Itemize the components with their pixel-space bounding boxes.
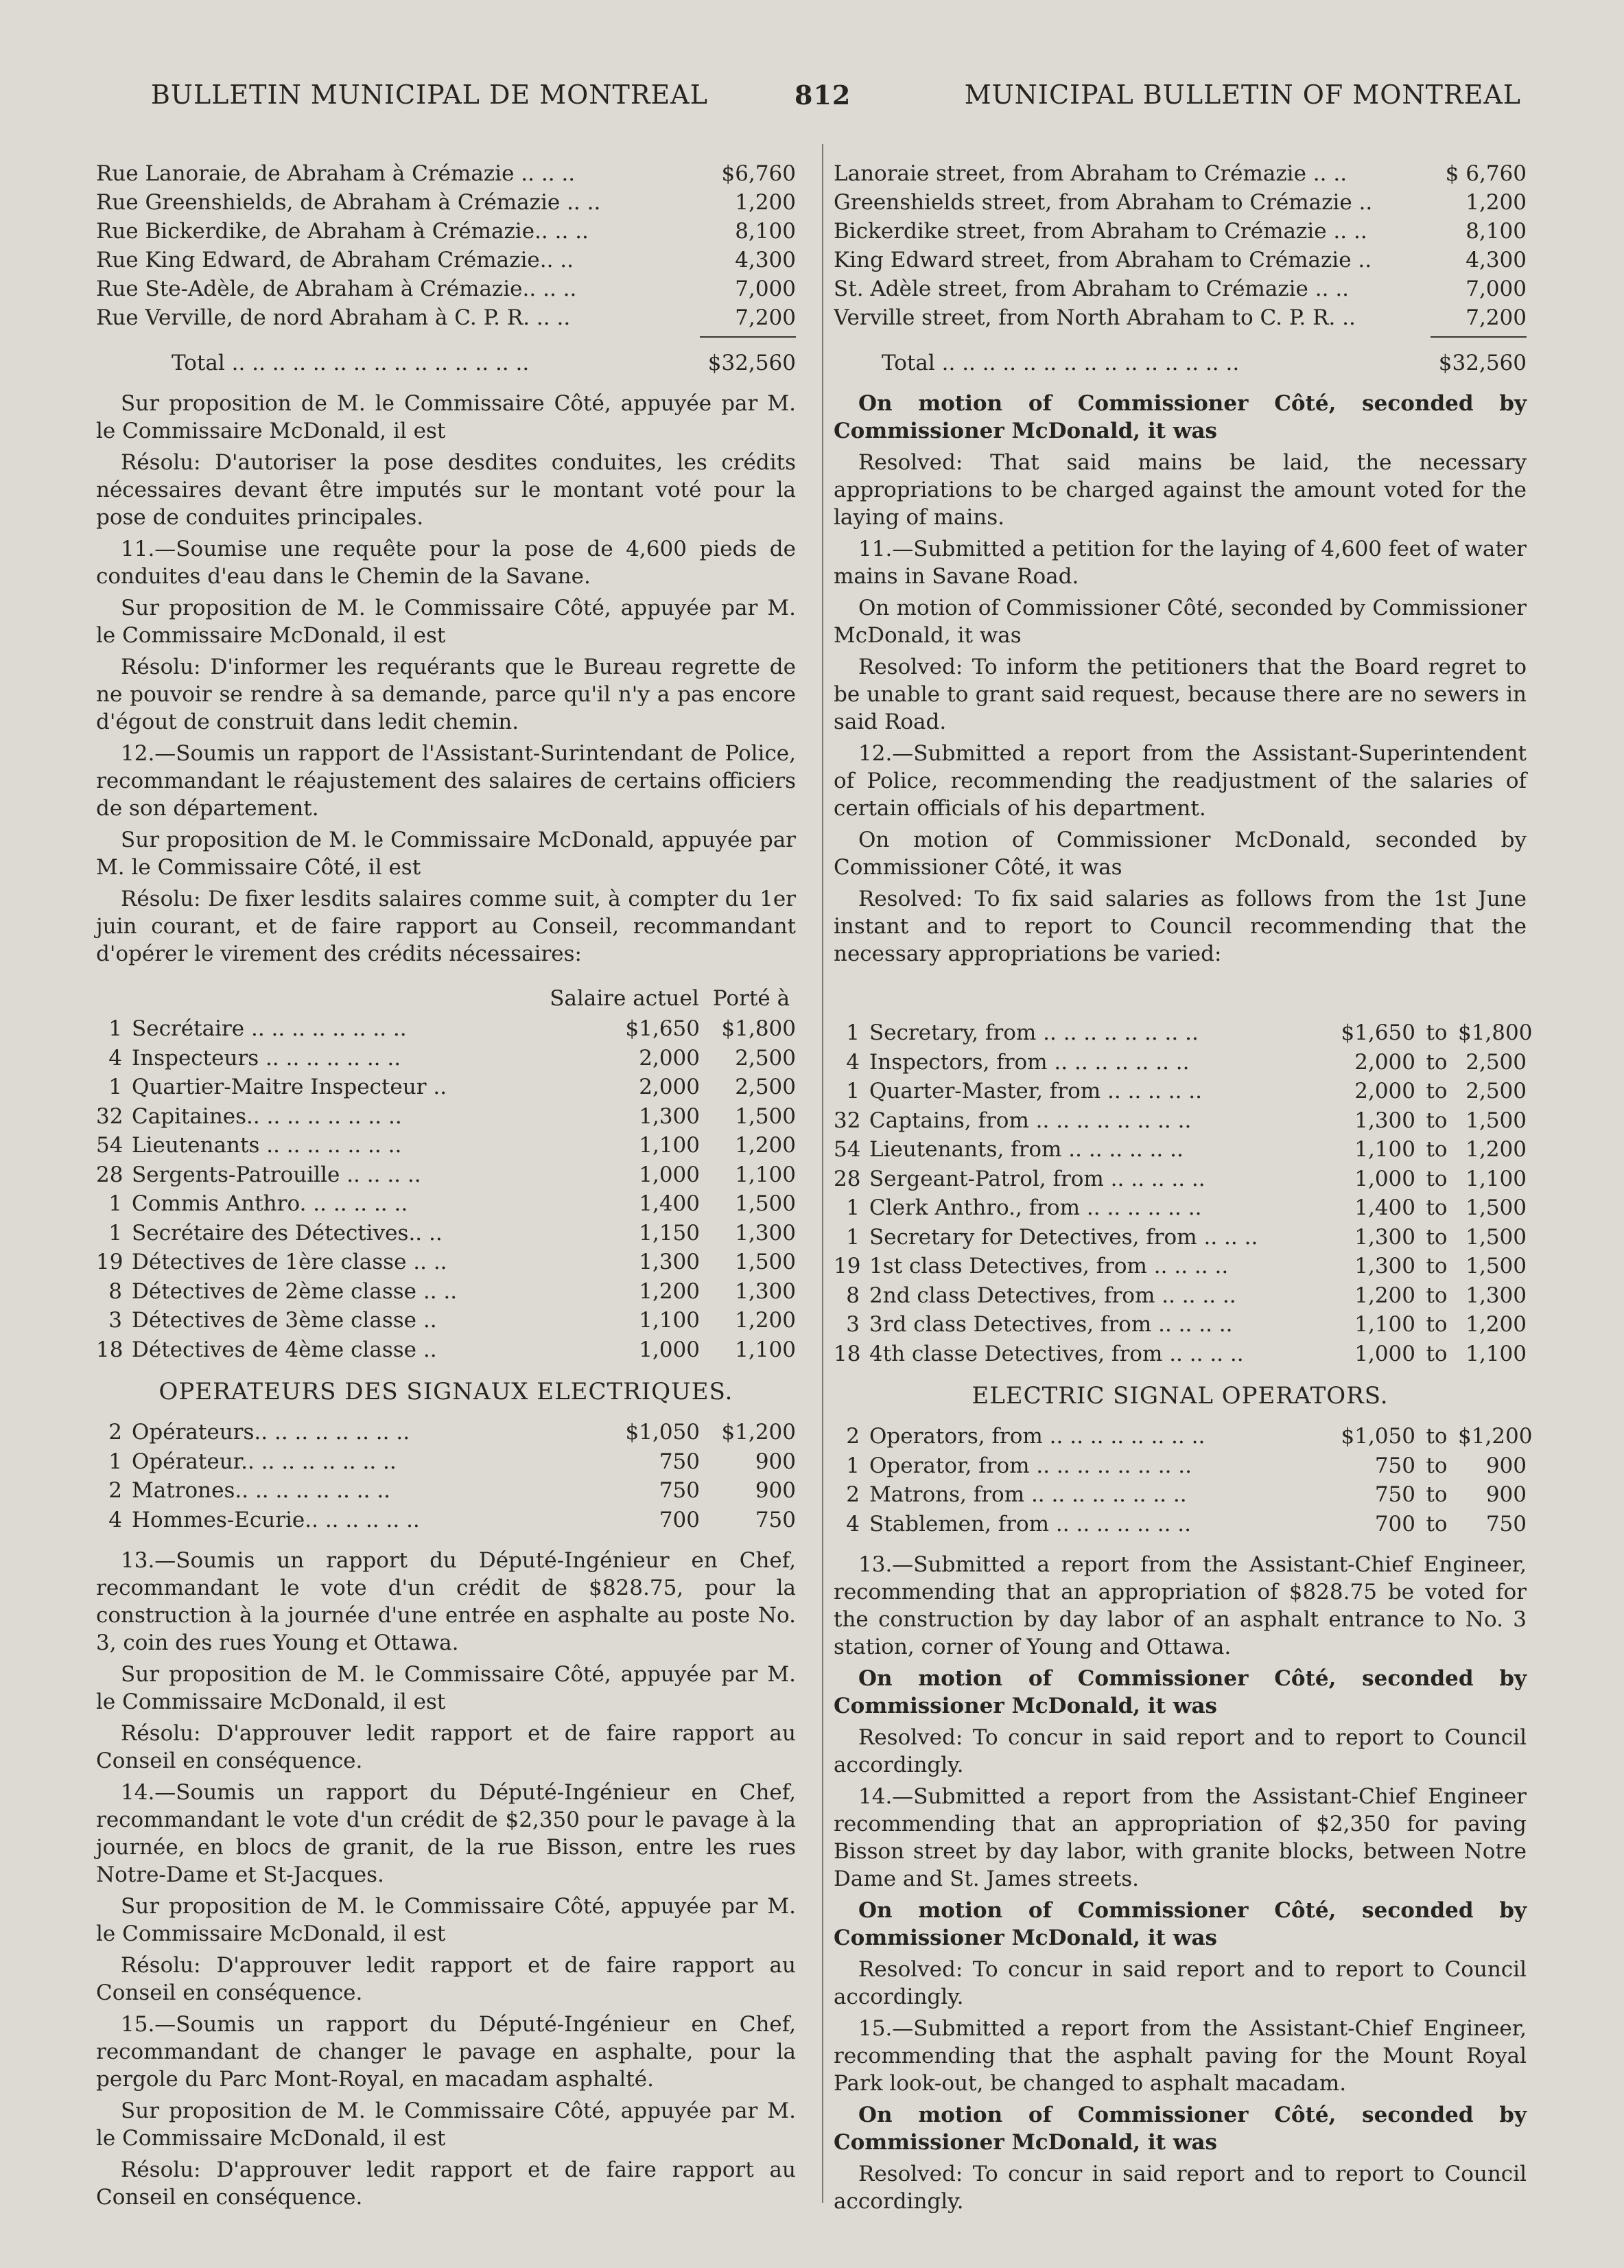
table-row: 1 Secretary, from .. .. .. .. .. .. .. .. $1,650 to $1,800 (846, 1020, 1533, 1045)
paragraph: Resolved: That said mains be laid, the necessary appropriations to be charged against the amount voted for the laying of mains. (834, 450, 1527, 530)
table-row: 1 Secrétaire .. .. .. .. .. .. .. .. $1,650 $1,800 (108, 1016, 796, 1041)
paragraph: On motion of Commissioner Côté, seconded by Commissioner McDonald, it was (834, 1898, 1527, 1950)
table-row: 2 Opérateurs.. .. .. .. .. .. .. .. $1,050 $1,200 (108, 1420, 796, 1445)
list-item: Lanoraie street, from Abraham to Crémazie .. .. $ 6,760 (834, 161, 1527, 186)
paragraph: 14.—Soumis un rapport du Député-Ingénieur en Chef, recommandant le vote d'un crédit de $2,350 pour le pavage à la journée, en blocs de granit, de la rue Bisson, entre les rues Notre-Dame et St-Jacques. (96, 1780, 796, 1887)
paragraph: On motion of Commissioner McDonald, seconded by Commissioner Côté, it was (834, 828, 1527, 880)
paragraph: 11.—Submitted a petition for the laying of 4,600 feet of water mains in Savane Road. (834, 537, 1527, 589)
salary-table-header: Salaire actuel Porté à (550, 986, 790, 1011)
list-item: St. Adèle street, from Abraham to Crémazie .. .. 7,000 (834, 277, 1527, 301)
paragraph: Resolved: To concur in said report and to report to Council accordingly. (834, 2162, 1527, 2214)
table-row: 4 Hommes-Ecurie.. .. .. .. .. .. 700 750 (108, 1507, 796, 1532)
table-row: 18 4th classe Detectives, from .. .. .. .. 1,000 to 1,100 (834, 1341, 1527, 1366)
table-row: 1 Operator, from .. .. .. .. .. .. .. .. 750 to 900 (846, 1453, 1527, 1478)
total-rule (1431, 336, 1527, 338)
paragraph: 14.—Submitted a report from the Assistant-Chief Engineer recommending that an appropriation of $2,350 for paving Bisson street by day labor, with granite blocks, between Notre Dame and St. James streets. (834, 1784, 1527, 1891)
paragraph: 12.—Submitted a report from the Assistant-Superintendent of Police, recommending the readjustment of the salaries of certain officials of his department. (834, 741, 1527, 821)
table-row: 8 Détectives de 2ème classe .. .. 1,200 1,300 (108, 1278, 796, 1304)
salary-table (834, 1018, 1533, 1368)
table-row: 4 Inspectors, from .. .. .. .. .. .. .. 2,000 to 2,500 (846, 1049, 1527, 1075)
operators-table (834, 1422, 1533, 1539)
list-item: Bickerdike street, from Abraham to Crémazie .. .. 8,100 (834, 219, 1527, 244)
paragraph: Résolu: D'autoriser la pose desdites conduites, les crédits nécessaires devant être imputés sur le montant voté pour la pose de conduites principales. (96, 450, 796, 530)
table-row: 28 Sergents-Patrouille .. .. .. .. 1,000 1,100 (96, 1162, 796, 1187)
table-row: 4 Inspecteurs .. .. .. .. .. .. .. 2,000 2,500 (108, 1045, 796, 1071)
header-right-title: MUNICIPAL BULLETIN OF MONTREAL (964, 80, 1521, 110)
paragraph: Résolu: D'approuver ledit rapport et de faire rapport au Conseil en conséquence. (96, 2158, 796, 2210)
list-item: Rue Verville, de nord Abraham à C. P. R. .. .. 7,200 (96, 305, 796, 330)
header-left-title: BULLETIN MUNICIPAL DE MONTREAL (151, 80, 708, 110)
table-row: 32 Captains, from .. .. .. .. .. .. .. .. 1,300 to 1,500 (834, 1108, 1527, 1133)
list-item: Rue Lanoraie, de Abraham à Crémazie .. .. .. $6,760 (96, 161, 796, 186)
paragraph: Sur proposition de M. le Commissaire Côté, appuyée par M. le Commissaire McDonald, il est (96, 2099, 796, 2151)
table-row: 19 1st class Detectives, from .. .. .. .. 1,300 to 1,500 (834, 1254, 1527, 1278)
page-number: 812 (795, 80, 851, 110)
table-row: 1 Quartier-Maitre Inspecteur .. 2,000 2,500 (108, 1075, 796, 1099)
paragraph: Résolu: D'approuver ledit rapport et de faire rapport au Conseil en conséquence. (96, 1953, 796, 2005)
table-row: 28 Sergeant-Patrol, from .. .. .. .. .. 1,000 to 1,100 (834, 1166, 1527, 1191)
paragraph: On motion of Commissioner Côté, seconded by Commissioner McDonald, it was (834, 2103, 1527, 2155)
table-row: 1 Commis Anthro. .. .. .. .. .. 1,400 1,500 (108, 1191, 796, 1216)
table-row: 1 Secrétaire des Détectives.. .. 1,150 1,300 (108, 1220, 796, 1246)
paragraph: 13.—Soumis un rapport du Député-Ingénieur en Chef, recommandant le vote d'un crédit de $828.75, pour la construction à la journée d'une entrée en asphalte au poste No. 3, coin des rues Young et Ottawa. (96, 1548, 796, 1655)
paragraph: On motion of Commissioner Côté, seconded by Commissioner McDonald, it was (834, 1666, 1527, 1718)
operators-table (96, 1418, 796, 1534)
table-row: 2 Matrones.. .. .. .. .. .. .. .. 750 900 (108, 1478, 796, 1503)
list-item: Rue Greenshields, de Abraham à Crémazie .. .. 1,200 (96, 190, 796, 215)
paragraph: 12.—Soumis un rapport de l'Assistant-Surintendant de Police, recommandant le réajustement des salaires de certains officiers de son département. (96, 741, 796, 821)
table-row: 2 Matrons, from .. .. .. .. .. .. .. .. 750 to 900 (846, 1482, 1527, 1507)
paragraph: Resolved: To inform the petitioners that the Board regret to be unable to grant said request, because there are no sewers in said Road. (834, 655, 1527, 734)
paragraph: 13.—Submitted a report from the Assistant-Chief Engineer, recommending that an appropriation of $828.75 be voted for the construction by day labor of an asphalt entrance to No. 3 station, corner of Young and Ottawa. (834, 1552, 1527, 1659)
table-row: 2 Operators, from .. .. .. .. .. .. .. .. $1,050 to $1,200 (846, 1424, 1533, 1449)
french-column (96, 159, 796, 2215)
table-row: 19 Détectives de 1ère classe .. .. 1,300 1,500 (96, 1250, 796, 1274)
table-row: 54 Lieutenants .. .. .. .. .. .. .. 1,100 1,200 (96, 1133, 796, 1158)
running-header (103, 80, 1521, 121)
paragraph: Résolu: D'informer les requérants que le Bureau regrette de ne pouvoir se rendre à sa demande, parce qu'il n'y a pas encore d'égout de construit dans ledit chemin. (96, 655, 796, 734)
total-row: Total .. .. .. .. .. .. .. .. .. .. .. .. .. .. .. $32,560 (172, 351, 796, 375)
paragraph: On motion of Commissioner Côté, seconded by Commissioner McDonald, it was (834, 391, 1527, 443)
table-row: 1 Opérateur.. .. .. .. .. .. .. .. 750 900 (108, 1449, 796, 1474)
paragraph: Résolu: D'approuver ledit rapport et de faire rapport au Conseil en conséquence. (96, 1721, 796, 1773)
table-row: 32 Capitaines.. .. .. .. .. .. .. .. 1,300 1,500 (96, 1103, 796, 1129)
total-rule (700, 336, 796, 338)
paragraph: 15.—Soumis un rapport du Député-Ingénieur en Chef, recommandant de changer le pavage en asphalte, pour la pergole du Parc Mont-Royal, en macadam asphalté. (96, 2012, 796, 2092)
section-heading: OPERATEURS DES SIGNAUX ELECTRIQUES. (158, 1378, 733, 1405)
paragraph: Sur proposition de M. le Commissaire Côté, appuyée par M. le Commissaire McDonald, il est (96, 1662, 796, 1714)
paragraph: Resolved: To concur in said report and to report to Council accordingly. (834, 1725, 1527, 1777)
table-row: 18 Détectives de 4ème classe .. 1,000 1,100 (96, 1337, 796, 1362)
paragraph: Sur proposition de M. le Commissaire McDonald, appuyée par M. le Commissaire Côté, il est (96, 828, 796, 880)
list-item: Rue King Edward, de Abraham Crémazie.. .. 4,300 (96, 248, 796, 272)
section-heading: ELECTRIC SIGNAL OPERATORS. (972, 1382, 1389, 1410)
table-row: 4 Stablemen, from .. .. .. .. .. .. .. 700 to 750 (846, 1511, 1527, 1536)
list-item: Greenshields street, from Abraham to Crémazie .. 1,200 (834, 190, 1527, 215)
table-row: 54 Lieutenants, from .. .. .. .. .. .. 1,100 to 1,200 (834, 1137, 1527, 1162)
table-row: 1 Secretary for Detectives, from .. .. .. 1,300 to 1,500 (846, 1224, 1527, 1250)
table-row: 3 Détectives de 3ème classe .. 1,100 1,200 (108, 1308, 796, 1333)
paragraph: Resolved: To concur in said report and to report to Council accordingly. (834, 1957, 1527, 2009)
paragraph: Resolved: To fix said salaries as follows from the 1st June instant and to report to Council recommending that the necessary appropriations be varied: (834, 887, 1527, 966)
column-divider (822, 144, 823, 2203)
list-item: Rue Bickerdike, de Abraham à Crémazie.. .. .. 8,100 (96, 219, 796, 244)
total-row: Total .. .. .. .. .. .. .. .. .. .. .. .. .. .. .. $32,560 (882, 351, 1527, 375)
table-row: 8 2nd class Detectives, from .. .. .. .. 1,200 to 1,300 (846, 1283, 1527, 1308)
paragraph: On motion of Commissioner Côté, seconded by Commissioner McDonald, it was (834, 596, 1527, 648)
paragraph: 11.—Soumise une requête pour la pose de 4,600 pieds de conduites d'eau dans le Chemin de la Savane. (96, 537, 796, 589)
street-cost-list (834, 159, 1527, 377)
paragraph: Sur proposition de M. le Commissaire Côté, appuyée par M. le Commissaire McDonald, il est (96, 1894, 796, 1946)
paragraph: Résolu: De fixer lesdits salaires comme suit, à compter du 1er juin courant, et de faire rapport au Conseil, recommandant d'opérer le virement des crédits nécessaires: (96, 887, 796, 966)
paragraph: Sur proposition de M. le Commissaire Côté, appuyée par M. le Commissaire McDonald, il est (96, 391, 796, 443)
table-row: 1 Quarter-Master, from .. .. .. .. .. 2,000 to 2,500 (846, 1079, 1527, 1103)
list-item: Rue Ste-Adèle, de Abraham à Crémazie.. .. .. 7,000 (96, 277, 796, 301)
paragraph: 15.—Submitted a report from the Assistant-Chief Engineer, recommending that the asphalt paving for the Mount Royal Park look-out, be changed to asphalt macadam. (834, 2016, 1527, 2096)
list-item: Verville street, from North Abraham to C. P. R. .. 7,200 (834, 305, 1527, 330)
salary-table (96, 1014, 796, 1364)
list-item: King Edward street, from Abraham to Crémazie .. 4,300 (834, 248, 1527, 272)
table-row: 3 3rd class Detectives, from .. .. .. .. 1,100 to 1,200 (846, 1312, 1527, 1337)
english-column (834, 159, 1533, 2219)
table-row: 1 Clerk Anthro., from .. .. .. .. .. .. 1,400 to 1,500 (846, 1195, 1527, 1220)
paragraph: Sur proposition de M. le Commissaire Côté, appuyée par M. le Commissaire McDonald, il est (96, 596, 796, 648)
street-cost-list (96, 159, 796, 377)
